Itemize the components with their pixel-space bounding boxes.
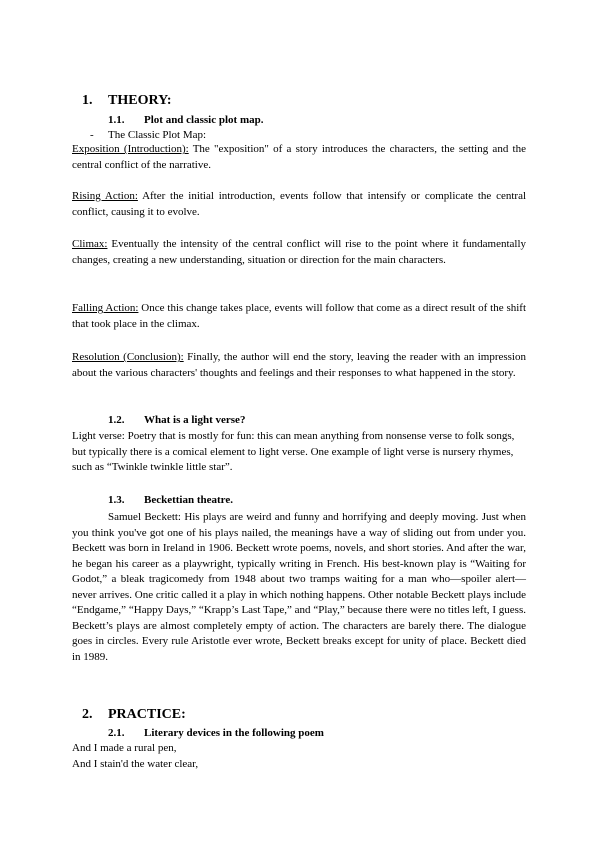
poem-line: And I stain'd the water clear, [72,758,199,770]
heading-title: Literary devices in the following poem [144,727,324,739]
heading-number: 1. [82,93,93,108]
paragraph-beckett: Samuel Beckett: His plays are weird and funny and horrifying and deeply moving. Just when you think you've got one of his plays nailed, the meanings have a way of sliding out from under you. Beckett was born in Ireland in 1906. Beckett wrote poems, novels, and short stories. And after the war, he began his career as a playwright, typically writing in French. His best-known play is “Waiting for Godot,” a bleak tragicomedy from 1948 about two tramps waiting for a man who—spoiler alert—never arrives. One critic called it a play in which nothing happens. Other notable Beckett plays include “Endgame,” “Happy Days,” “Krapp’s Last Tape,” and “Play,” because there were no titles left, I guess. Beckett’s plays are almost completely empty of action. The characters are barely there. The dialogue goes in circles. Every rule Aristotle ever wrote, Beckett breaks except for unity of place. Beckett died in 1989. [72,511,526,663]
heading-plot [108,114,263,126]
heading-title: THEORY: [108,93,172,108]
heading-number: 2.1. [108,727,125,739]
paragraph-light-verse: Light verse: Poetry that is mostly for fun: this can mean anything from nonsense verse to folk songs, but typically there is a comical element to light verse. One example of light verse is nursery rhymes, such as “Twinkle twinkle little star”. [72,430,515,473]
heading-title: Plot and classic plot map. [144,114,264,126]
poem-line: And I made a rural pen, [72,742,177,754]
heading-theory [82,93,172,109]
paragraph-resolution [72,350,526,381]
paragraph-rising-action [72,189,526,220]
heading-title: What is a light verse? [144,414,246,426]
heading-literary-devices [108,727,324,739]
heading-light-verse [108,414,245,426]
definition-climax: Eventually the intensity of the central conflict will rise to the point where it fundamentally changes, creating a new understanding, situation or direction for the main characters. [72,238,526,266]
term-falling-action: Falling Action: [72,302,139,314]
heading-number: 1.1. [108,114,125,126]
bullet-classic-plot-map [90,129,206,141]
dash-bullet-icon: - [90,129,94,141]
term-climax: Climax: [72,238,108,250]
heading-beckettian-theatre [108,494,233,506]
heading-title: Beckettian theatre. [144,494,233,506]
term-rising-action: Rising Action: [72,190,138,202]
paragraph-climax [72,237,526,268]
definition-resolution: Finally, the author will end the story, leaving the reader with an impression about the various characters' thoughts and feelings and their responses to what happened in the story. [72,351,526,379]
heading-practice [82,707,186,723]
heading-number: 1.3. [108,494,125,506]
heading-number: 2. [82,707,93,722]
term-exposition: Exposition (Introduction): [72,143,189,155]
heading-title: PRACTICE: [108,707,186,722]
bullet-text: The Classic Plot Map: [108,129,207,141]
heading-number: 1.2. [108,414,125,426]
definition-falling-action: Once this change takes place, events will follow that come as a direct result of the shift that took place in the climax. [72,302,527,330]
definition-exposition: The "exposition" of a story introduces the characters, the setting and the central conflict of the narrative. [72,143,526,171]
paragraph-exposition [72,142,526,173]
paragraph-falling-action [72,301,526,332]
definition-rising-action: After the initial introduction, events follow that intensify or complicate the central conflict, causing it to evolve. [72,190,527,218]
term-resolution: Resolution (Conclusion): [72,351,184,363]
